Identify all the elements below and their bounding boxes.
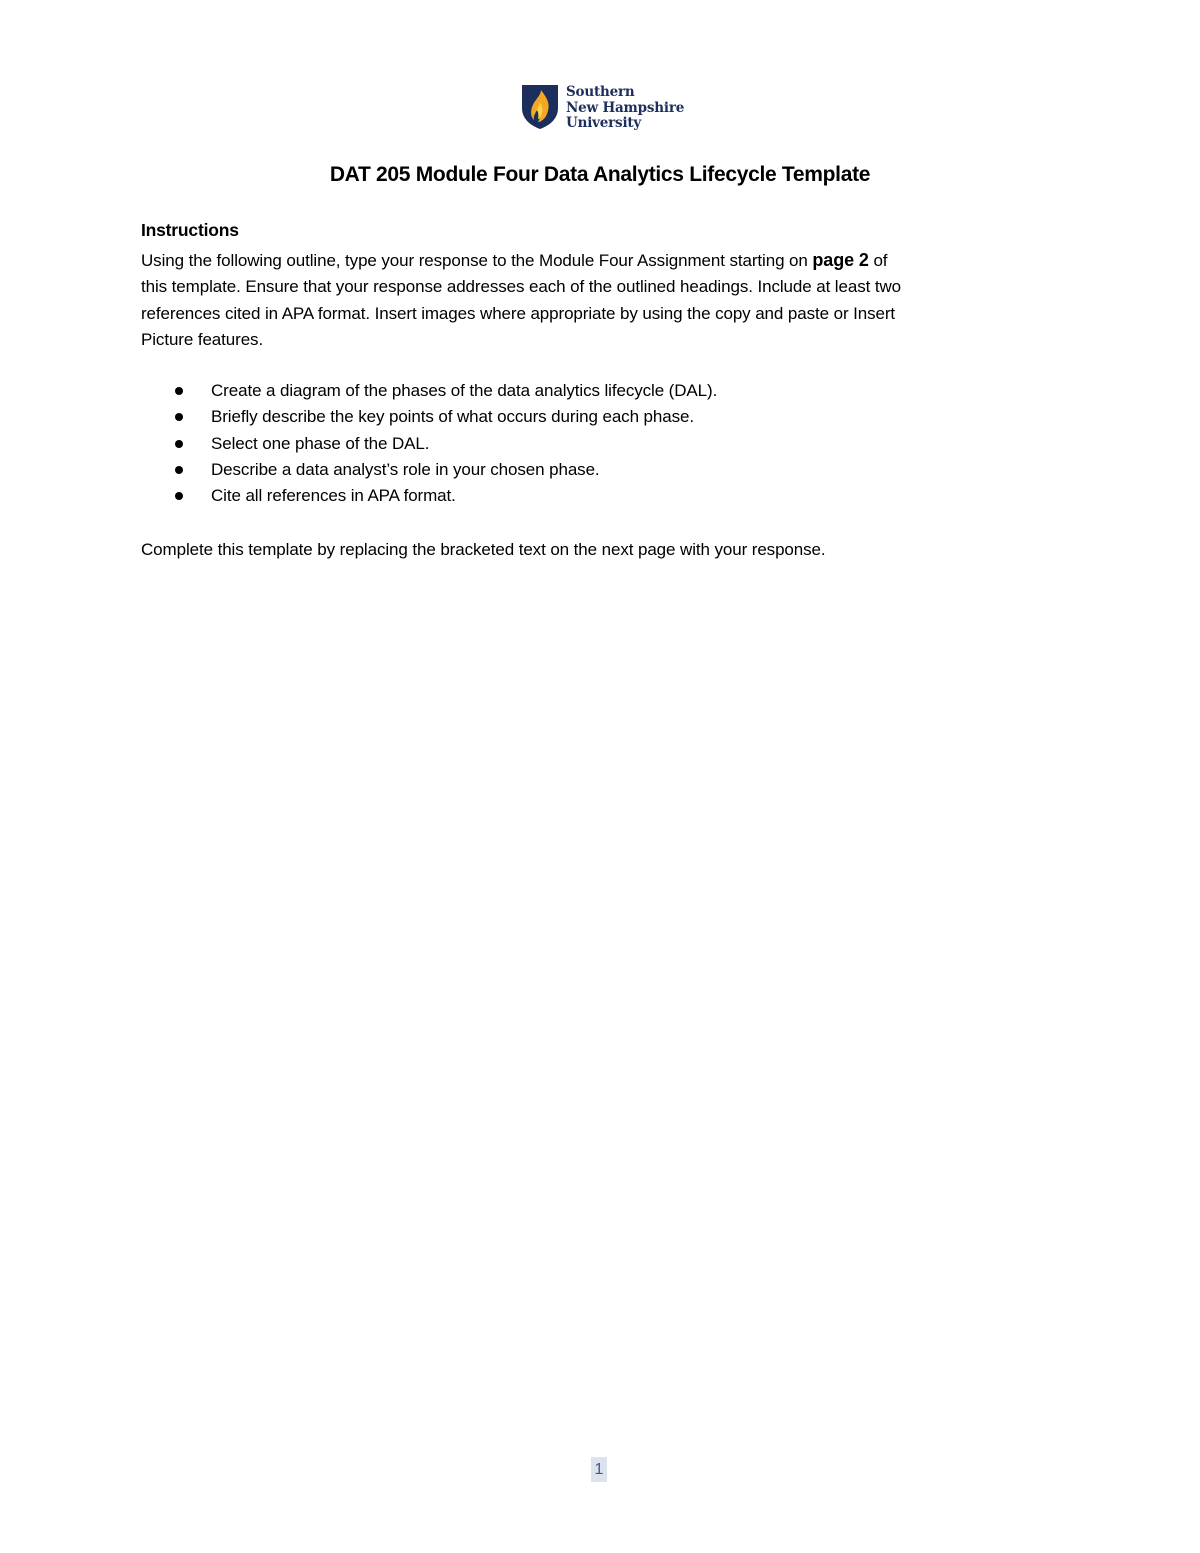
list-item: Describe a data analyst’s role in your chosen phase.: [141, 457, 717, 483]
logo-line-1: Southern: [566, 84, 635, 100]
list-item: Cite all references in APA format.: [141, 483, 717, 509]
logo-line-2: New Hampshire: [566, 99, 685, 116]
bullet-icon: [175, 413, 183, 421]
bullet-icon: [175, 466, 183, 474]
list-item: Briefly describe the key points of what occurs during each phase.: [141, 404, 717, 430]
bullet-icon: [175, 440, 183, 448]
document-title: DAT 205 Module Four Data Analytics Lifecycle Template: [329, 163, 871, 186]
instructions-heading: Instructions: [141, 220, 239, 240]
bullet-icon: [175, 492, 183, 500]
list-item: Select one phase of the DAL.: [141, 431, 717, 457]
shield-flame-icon: [521, 84, 559, 130]
page-number: 1: [591, 1457, 607, 1482]
page-reference: page 2: [812, 250, 869, 270]
instructions-bullet-list: [141, 378, 717, 509]
paragraph-line: Using the following outline, type your response to the Module Four Assignment starting on page 2 of: [141, 250, 888, 270]
list-item: Create a diagram of the phases of the data analytics lifecycle (DAL).: [141, 378, 717, 404]
paragraph-line: this template. Ensure that your response addresses each of the outlined headings. Include at least two: [141, 277, 901, 297]
bullet-icon: [175, 387, 183, 395]
closing-paragraph: Complete this template by replacing the bracketed text on the next page with your response.: [141, 540, 826, 559]
paragraph-line: Picture features.: [141, 329, 264, 349]
paragraph-line: references cited in APA format. Insert images where appropriate by using the copy and paste or Insert: [141, 303, 896, 323]
logo-wordmark: [566, 85, 684, 132]
instructions-paragraph: [141, 247, 1051, 353]
snhu-logo: [521, 84, 684, 132]
logo-line-3: University: [566, 115, 642, 131]
